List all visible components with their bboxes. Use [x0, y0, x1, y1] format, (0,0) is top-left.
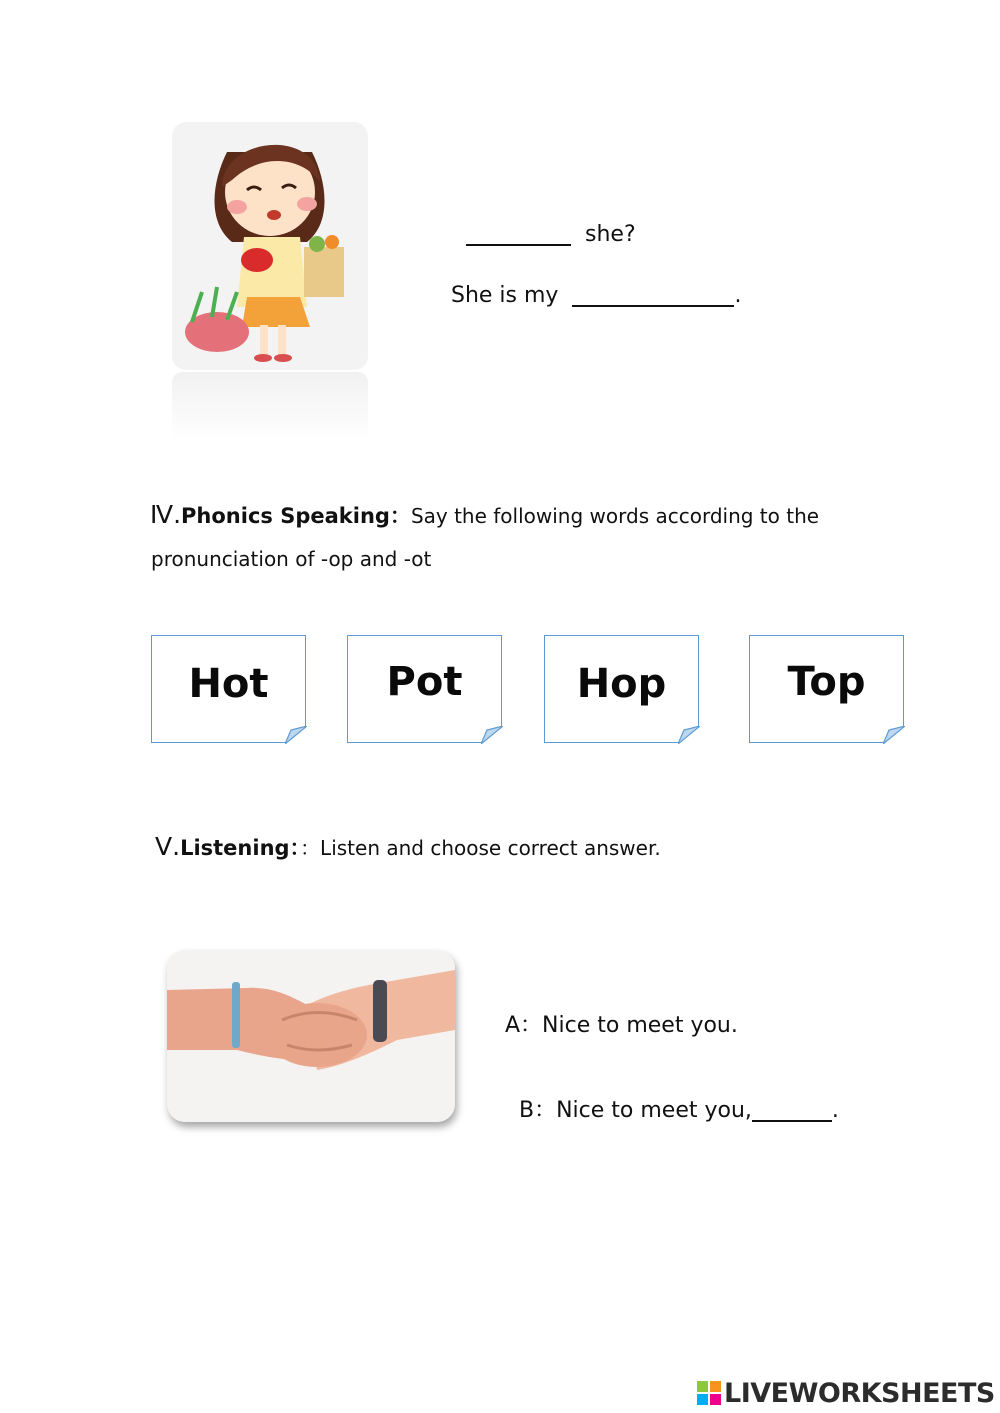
question-line-2-end: . [734, 283, 742, 308]
word-hop: Hop [576, 661, 667, 707]
answer-blank-1[interactable] [466, 222, 571, 246]
dialogue-line-a: A：Nice to meet you. [505, 1013, 738, 1038]
section-title-phonics: Phonics Speaking： [181, 504, 411, 528]
page-curl-icon [678, 726, 700, 744]
word-top: Top [787, 659, 866, 705]
dialogue-line-b [505, 1076, 839, 1122]
section-numeral-iv: Ⅳ. [150, 500, 182, 529]
phonics-instruction-line-2 [151, 547, 431, 571]
phonics-instruction-continued: pronunciation of -op and -ot [151, 547, 432, 571]
logo-text: LIVEWORKSHEETS [724, 1377, 995, 1409]
word-card-hop[interactable] [544, 635, 699, 743]
listening-section-heading [155, 832, 661, 862]
word-card-pot[interactable] [347, 635, 502, 743]
word-hot: Hot [188, 661, 269, 707]
question-line-2-text: She is my [451, 283, 559, 308]
liveworksheets-logo[interactable] [697, 1376, 995, 1410]
question-line-2 [437, 261, 741, 307]
answer-blank-3[interactable] [752, 1098, 832, 1122]
answer-blank-2[interactable] [572, 283, 734, 307]
logo-grid-icon [697, 1381, 721, 1405]
page-curl-icon [481, 726, 503, 744]
question-line-1-text: she? [585, 222, 636, 247]
woman-image-reflection [172, 372, 368, 442]
handshake-image [167, 950, 455, 1122]
word-pot: Pot [386, 659, 463, 705]
page-curl-icon [285, 726, 307, 744]
woman-illustration [172, 122, 368, 370]
section-title-listening: Listening： [180, 836, 301, 860]
phonics-instruction: Say the following words according to the [410, 504, 820, 528]
dialogue-line-b-end: . [831, 1098, 839, 1123]
woman-shopping-image [172, 122, 368, 370]
question-line-1 [452, 200, 636, 246]
page-curl-icon [883, 726, 905, 744]
phonics-section-heading [150, 500, 819, 530]
section-numeral-v: Ⅴ. [155, 832, 181, 861]
word-card-top[interactable] [749, 635, 904, 743]
dialogue-line-b-text: B：Nice to meet you, [519, 1098, 752, 1123]
handshake-illustration [167, 950, 455, 1122]
word-card-hot[interactable] [151, 635, 306, 743]
listening-instruction: ：Listen and choose correct answer. [300, 836, 661, 860]
